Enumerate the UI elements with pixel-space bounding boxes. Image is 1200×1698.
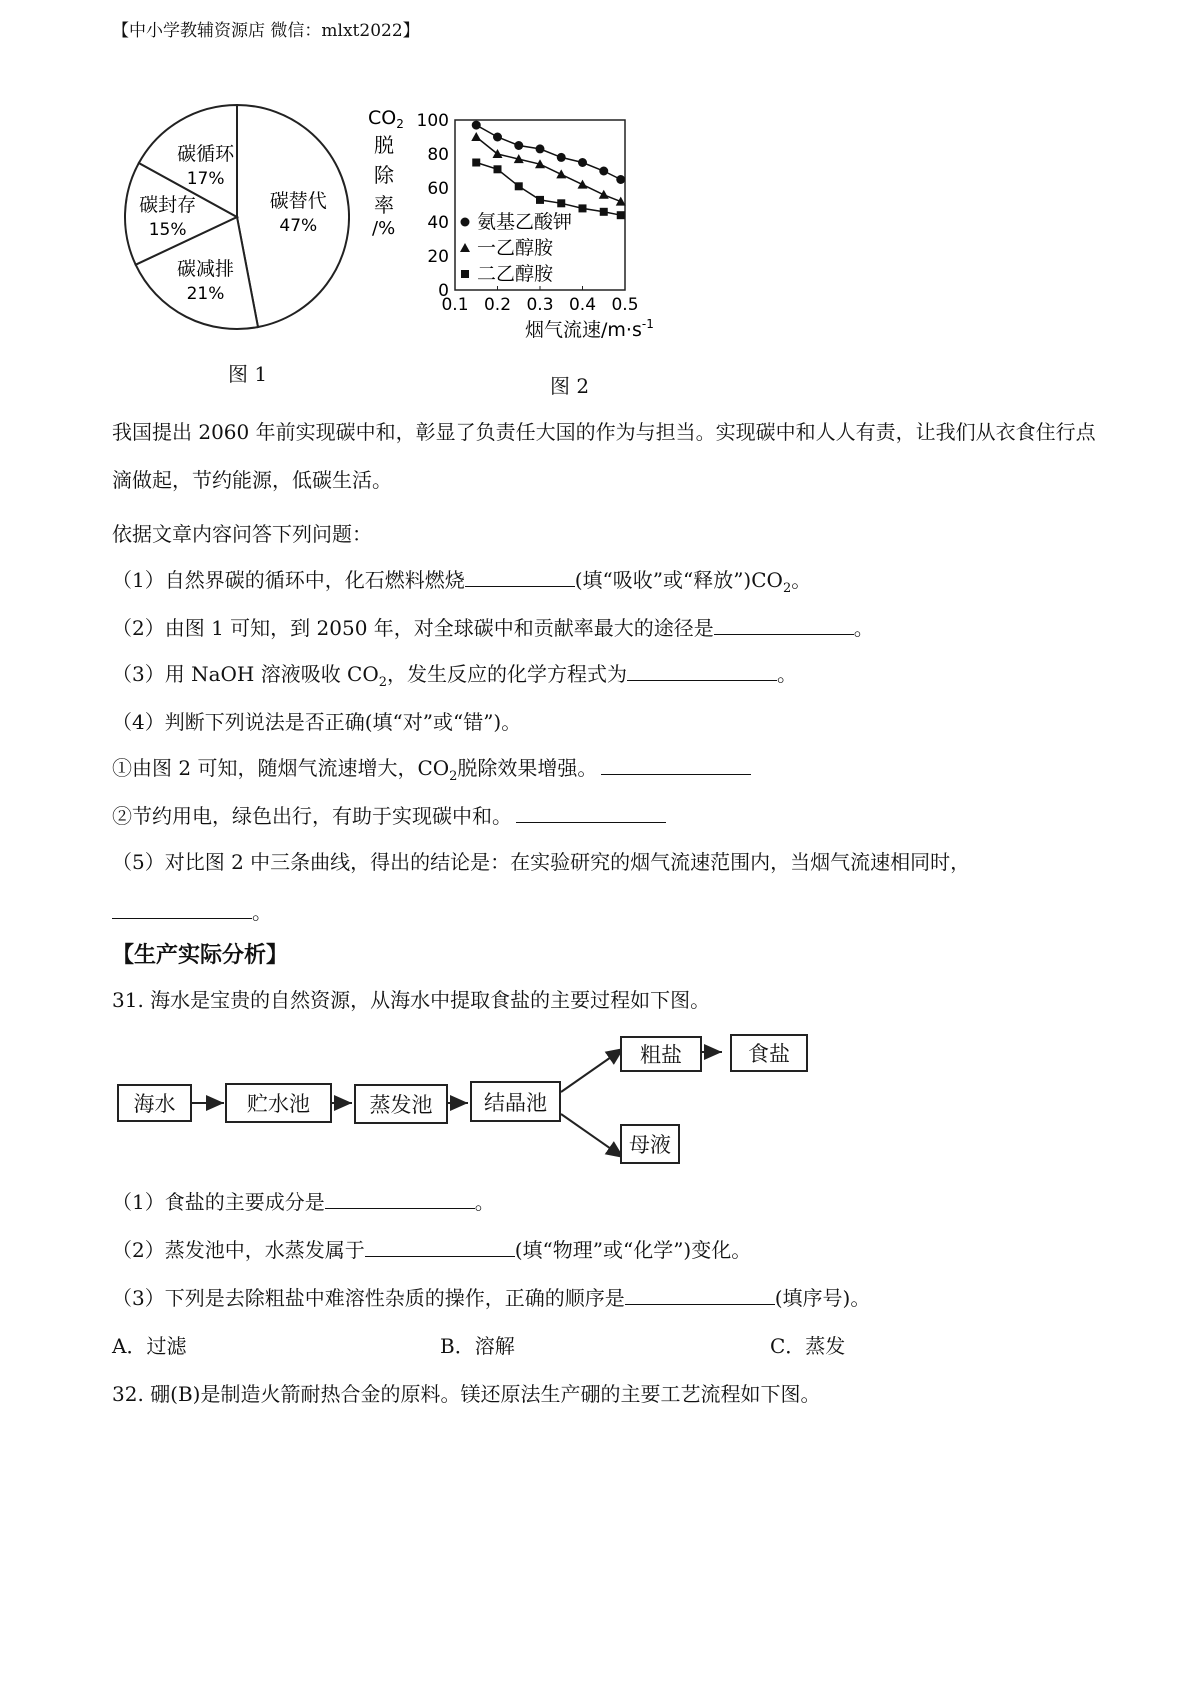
data-point bbox=[493, 133, 502, 142]
q30-4-1 bbox=[112, 752, 751, 784]
data-point bbox=[578, 180, 588, 189]
y-axis-label-char: 脱 bbox=[374, 133, 394, 157]
q30-5-answer-line bbox=[112, 896, 272, 925]
q30-1-hint: (填“吸收”或“释放”)CO bbox=[574, 568, 783, 592]
data-point bbox=[600, 208, 608, 216]
q30-4: （4）判断下列说法是否正确(填“对”或“错”)。 bbox=[112, 710, 522, 734]
answer-blank[interactable] bbox=[325, 1186, 475, 1209]
subscript: 2 bbox=[378, 675, 388, 690]
answer-blank[interactable] bbox=[516, 800, 666, 823]
answer-blank[interactable] bbox=[625, 1282, 775, 1305]
data-point bbox=[579, 204, 587, 212]
flow-box-mother-liquor: 母液 bbox=[620, 1124, 680, 1164]
q30-1-text: （1）自然界碳的循环中，化石燃料燃烧 bbox=[112, 568, 465, 592]
flow-box-reservoir: 贮水池 bbox=[225, 1083, 332, 1123]
data-point bbox=[472, 121, 481, 130]
flow-arrow bbox=[561, 1048, 624, 1092]
q30-2 bbox=[112, 612, 874, 641]
flow-box-evaporation-pond: 蒸发池 bbox=[354, 1084, 448, 1124]
answer-blank[interactable] bbox=[627, 658, 777, 681]
answer-blank[interactable] bbox=[365, 1234, 515, 1257]
page-header: 【中小学教辅资源店 微信：mlxt2022】 bbox=[112, 21, 420, 41]
intro-instruction: 依据文章内容问答下列问题： bbox=[112, 522, 372, 546]
q31-flow-arrows bbox=[100, 1030, 820, 1170]
data-point bbox=[599, 167, 608, 176]
option-b[interactable]: B．溶解 bbox=[440, 1334, 515, 1358]
flow-box-table-salt: 食盐 bbox=[730, 1034, 808, 1072]
subscript: 2 bbox=[449, 769, 458, 784]
q31-3-text: （3）下列是去除粗盐中难溶性杂质的操作，正确的顺序是 bbox=[112, 1286, 625, 1310]
answer-blank[interactable] bbox=[714, 612, 854, 635]
data-point bbox=[616, 175, 625, 184]
y-axis-label-char: 率 bbox=[374, 193, 394, 217]
q31-3-hint: (填序号)。 bbox=[774, 1286, 871, 1310]
y-tick-label: 100 bbox=[416, 111, 449, 131]
y-axis-label-unit: /% bbox=[372, 218, 396, 239]
legend-entry: 氨基乙酸钾 bbox=[477, 211, 573, 233]
q30-4-2 bbox=[112, 800, 666, 829]
legend-entry: 一乙醇胺 bbox=[477, 237, 554, 259]
q31-2-text: （2）蒸发池中，水蒸发属于 bbox=[112, 1238, 365, 1262]
subscript: 2 bbox=[782, 581, 792, 596]
q30-1 bbox=[112, 564, 811, 596]
x-tick-label: 0.4 bbox=[568, 295, 597, 315]
data-point bbox=[536, 196, 544, 204]
figure-2-line-chart bbox=[360, 100, 700, 360]
data-point bbox=[461, 270, 469, 278]
q30-3-end: 。 bbox=[777, 662, 798, 686]
q31-1 bbox=[112, 1186, 495, 1215]
pie-slice-label: 碳替代 bbox=[269, 190, 327, 213]
answer-blank[interactable] bbox=[465, 564, 575, 587]
data-point bbox=[461, 218, 470, 227]
x-axis-label: 烟气流速$/m\cdot s^{-1}$ bbox=[525, 317, 654, 341]
x-tick-label: 0.3 bbox=[526, 295, 554, 315]
x-tick-label: 0.2 bbox=[483, 295, 512, 315]
flow-arrow bbox=[561, 1114, 624, 1158]
y-tick-label: 40 bbox=[427, 213, 449, 233]
y-tick-label: 0 bbox=[438, 281, 449, 301]
data-point bbox=[557, 153, 566, 162]
q30-1-end: 。 bbox=[791, 568, 812, 592]
section-heading: 【生产实际分析】 bbox=[112, 943, 289, 968]
y-tick-label: 60 bbox=[427, 179, 449, 199]
q30-5: （5）对比图 2 中三条曲线，得出的结论是：在实验研究的烟气流速范围内，当烟气流速相同时， bbox=[112, 850, 971, 874]
data-point bbox=[471, 132, 481, 141]
answer-blank[interactable] bbox=[601, 752, 751, 775]
q31-2 bbox=[112, 1234, 751, 1263]
x-tick-label: 0.5 bbox=[611, 295, 639, 315]
flow-box-crude-salt: 粗盐 bbox=[620, 1036, 702, 1072]
q31-3 bbox=[112, 1282, 870, 1311]
figure-2-caption: 图 2 bbox=[550, 374, 590, 398]
y-tick-label: 20 bbox=[427, 247, 449, 267]
pie-slice-value: 47% bbox=[279, 216, 318, 237]
data-point bbox=[617, 211, 625, 219]
pie-slice-value: 15% bbox=[148, 219, 187, 240]
q30-4-1-text: ①由图 2 可知，随烟气流速增大，CO bbox=[112, 756, 450, 780]
data-point bbox=[578, 158, 587, 167]
pie-slice-label: 碳循环 bbox=[177, 143, 235, 165]
intro-paragraph: 我国提出 2060 年前实现碳中和，彰显了负责任大国的作为与担当。实现碳中和人人有责，让我们从衣食住行点滴做起，节约能源，低碳生活。 bbox=[112, 420, 1096, 492]
q32-stem: 32. 硼(B)是制造火箭耐热合金的原料。镁还原法生产硼的主要工艺流程如下图。 bbox=[112, 1382, 821, 1406]
y-axis-label-char: 除 bbox=[374, 163, 394, 187]
data-point bbox=[514, 141, 523, 150]
pie-slice-label: 碳减排 bbox=[176, 257, 235, 280]
q31-stem: 31. 海水是宝贵的自然资源，从海水中提取食盐的主要过程如下图。 bbox=[112, 988, 711, 1012]
q30-2-text: （2）由图 1 可知，到 2050 年，对全球碳中和贡献率最大的途径是 bbox=[112, 616, 714, 640]
x-tick-label: 0.1 bbox=[441, 295, 469, 315]
y-axis-label: $CO_2$ bbox=[368, 107, 404, 131]
data-point bbox=[556, 169, 566, 178]
option-c[interactable]: C．蒸发 bbox=[770, 1334, 846, 1358]
q31-1-end: 。 bbox=[474, 1190, 495, 1214]
q31-2-hint: (填“物理”或“化学”)变化。 bbox=[514, 1238, 752, 1262]
q30-5-end: 。 bbox=[252, 900, 272, 924]
data-point bbox=[557, 199, 565, 207]
data-point bbox=[460, 243, 470, 252]
legend-entry: 二乙醇胺 bbox=[477, 263, 554, 285]
q30-3-text: （3）用 NaOH 溶液吸收 CO bbox=[112, 662, 379, 686]
data-point bbox=[515, 182, 523, 190]
figure-1-pie-chart bbox=[110, 96, 350, 356]
q31-1-text: （1）食盐的主要成分是 bbox=[112, 1190, 325, 1214]
q30-4-2-text: ②节约用电，绿色出行，有助于实现碳中和。 bbox=[112, 804, 512, 828]
data-point bbox=[536, 144, 545, 153]
data-point bbox=[599, 190, 609, 199]
data-point bbox=[494, 165, 502, 173]
q30-4-1-text-2: 脱除效果增强。 bbox=[457, 756, 598, 780]
answer-blank[interactable] bbox=[112, 896, 252, 919]
pie-slice-label: 碳封存 bbox=[139, 193, 197, 216]
q30-2-end: 。 bbox=[853, 616, 874, 640]
pie-slice-value: 21% bbox=[186, 283, 225, 304]
pie-slice-value: 17% bbox=[186, 169, 225, 189]
y-tick-label: 80 bbox=[427, 145, 449, 165]
option-a[interactable]: A．过滤 bbox=[112, 1334, 187, 1358]
flow-box-crystallization-pond: 结晶池 bbox=[470, 1081, 561, 1122]
q30-3-text-2: ，发生反应的化学方程式为 bbox=[387, 662, 628, 686]
q30-3 bbox=[112, 658, 797, 690]
data-point bbox=[472, 159, 480, 167]
flow-box-seawater: 海水 bbox=[117, 1084, 192, 1122]
figure-1-caption: 图 1 bbox=[228, 362, 268, 386]
